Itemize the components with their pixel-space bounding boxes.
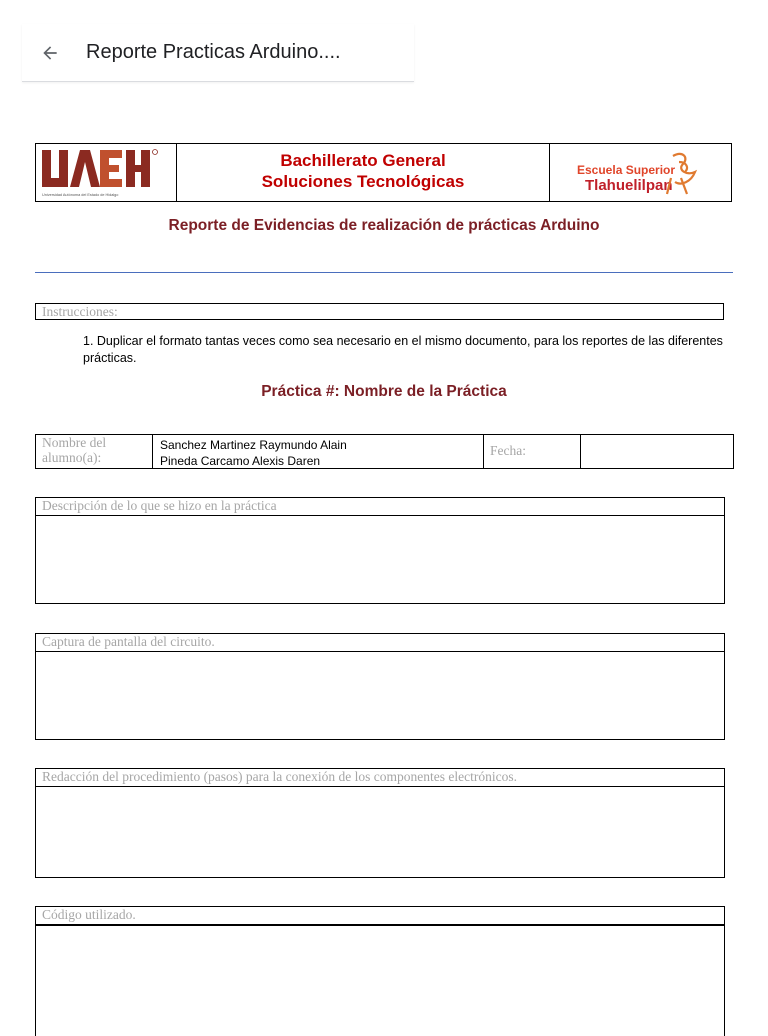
arrow-back-icon <box>40 43 60 63</box>
instructions-label: Instrucciones: <box>35 303 724 320</box>
student-table <box>35 434 734 469</box>
circuit-screenshot-label: Captura de pantalla del circuito. <box>36 634 724 652</box>
escuela-logo <box>550 144 731 201</box>
document-title: Reporte Practicas Arduino.... <box>86 41 341 63</box>
student-name-2: Pineda Carcamo Alexis Daren <box>160 454 321 468</box>
back-button[interactable] <box>30 33 70 73</box>
practica-heading: Práctica #: Nombre de la Práctica <box>261 383 507 400</box>
header-line-1: Bachillerato General <box>280 151 446 170</box>
header-line-2: Soluciones Tecnológicas <box>261 172 465 191</box>
header-table <box>35 143 732 202</box>
header-title-cell <box>177 144 550 201</box>
circuit-screenshot-section <box>35 633 725 740</box>
instruction-item: 1. Duplicar el formato tantas veces como sea necesario en el mismo documento, para los reportes de las diferentes prácticas. <box>83 334 723 365</box>
date-field[interactable] <box>581 435 733 468</box>
description-section <box>35 497 725 604</box>
uaeh-caption: Universidad Autónoma del Estado de Hidalgo <box>42 193 119 197</box>
escuela-logo-line-1: Escuela Superior <box>576 162 675 177</box>
description-label: Descripción de lo que se hizo en la práctica <box>36 498 724 516</box>
procedure-section <box>35 768 725 878</box>
code-label: Código utilizado. <box>36 907 724 926</box>
uaeh-logo <box>36 144 177 201</box>
student-name-label: Nombre del alumno(a): <box>36 435 153 468</box>
procedure-label: Redacción del procedimiento (pasos) para la conexión de los componentes electrónicos. <box>36 769 724 787</box>
code-section <box>35 906 725 1036</box>
report-main-heading: Reporte de Evidencias de realización de prácticas Arduino <box>168 217 600 234</box>
student-name-1: Sanchez Martinez Raymundo Alain <box>160 438 347 452</box>
escuela-logo-line-2: Tlahuelilpan <box>584 176 673 194</box>
app-bar <box>22 24 414 82</box>
date-label: Fecha: <box>484 435 581 468</box>
horizontal-rule <box>35 272 733 273</box>
student-names-cell[interactable] <box>153 435 484 468</box>
